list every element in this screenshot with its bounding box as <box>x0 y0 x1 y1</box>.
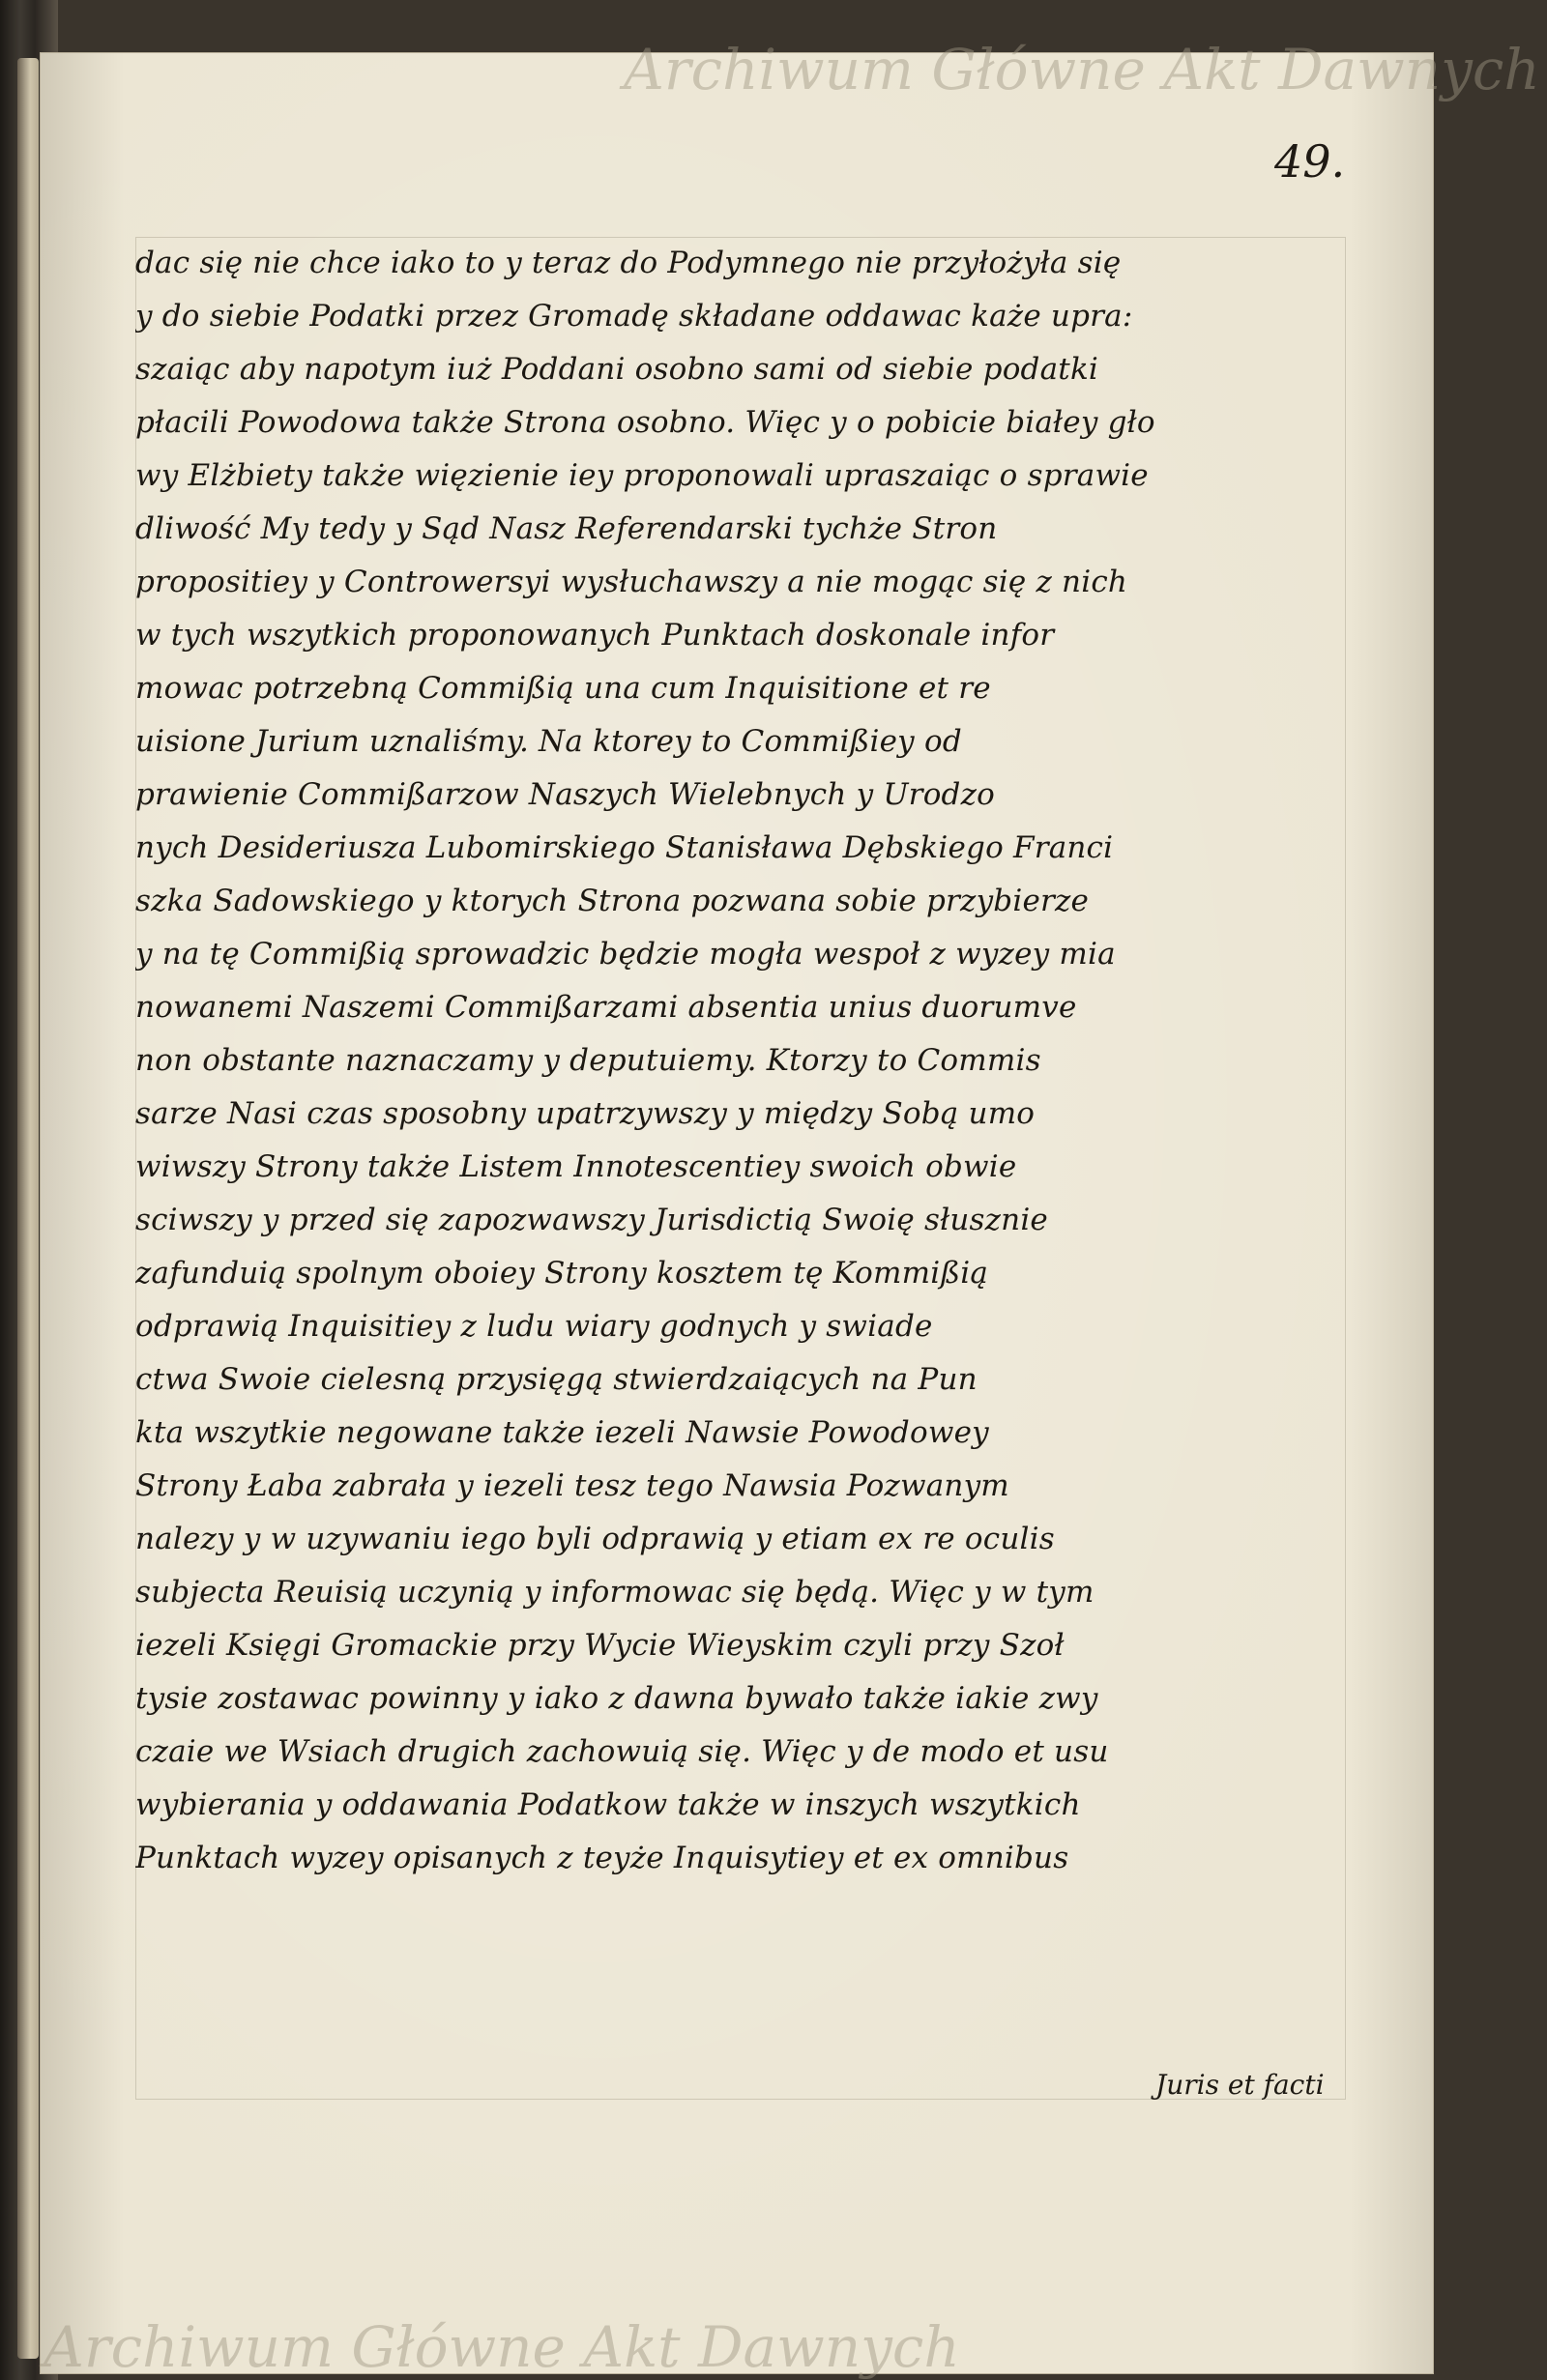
manuscript-line: propositiey y Controwersyi wysłuchawszy a nie mogąc się z nich <box>135 565 1128 599</box>
manuscript-line: iezeli Księgi Gromackie przy Wycie Wieyskim czyli przy Szoł <box>135 1628 1065 1663</box>
archive-watermark-top: Archiwum Główne Akt Dawnych <box>624 37 1540 102</box>
folio-number: 49. <box>1274 135 1346 188</box>
manuscript-line: nych Desideriusza Lubomirskiego Stanisława Dębskiego Franci <box>135 830 1114 865</box>
manuscript-line: ctwa Swoie cielesną przysięgą stwierdzaiących na Pun <box>135 1362 978 1397</box>
manuscript-line: czaie we Wsiach drugich zachowuią się. Więc y de modo et usu <box>135 1734 1109 1769</box>
manuscript-line: dac się nie chce iako to y teraz do Podymnego nie przyłożyła się <box>135 246 1122 280</box>
manuscript-line: nalezy y w uzywaniu iego byli odprawią y etiam ex re oculis <box>135 1522 1055 1556</box>
previous-page-edge <box>17 58 39 2359</box>
archive-watermark-bottom: Archiwum Główne Akt Dawnych <box>44 2314 960 2380</box>
manuscript-line: wiwszy Strony także Listem Innotescentiey swoich obwie <box>135 1149 1017 1184</box>
manuscript-line: prawienie Commißarzow Naszych Wielebnych y Urodzo <box>135 777 996 812</box>
manuscript-line: dliwość My tedy y Sąd Nasz Referendarski tychże Stron <box>135 511 998 546</box>
manuscript-line: szaiąc aby napotym iuż Poddani osobno sami od siebie podatki <box>135 352 1099 387</box>
manuscript-line: płacili Powodowa także Strona osobno. Więc y o pobicie białey gło <box>135 405 1155 440</box>
manuscript-line: wybierania y oddawania Podatkow także w inszych wszytkich <box>135 1787 1081 1822</box>
manuscript-line: non obstante naznaczamy y deputuiemy. Ktorzy to Commis <box>135 1043 1041 1078</box>
manuscript-line: mowac potrzebną Commißią una cum Inquisitione et re <box>135 671 991 706</box>
manuscript-line: y do siebie Podatki przez Gromadę składane oddawac każe upra: <box>135 299 1133 334</box>
manuscript-line: tysie zostawac powinny y iako z dawna bywało także iakie zwy <box>135 1681 1098 1716</box>
manuscript-line: wy Elżbiety także więzienie iey proponowali upraszaiąc o sprawie <box>135 458 1149 493</box>
manuscript-line: Strony Łaba zabrała y iezeli tesz tego Nawsia Pozwanym <box>135 1468 1009 1503</box>
manuscript-line: nowanemi Naszemi Commißarzami absentia unius duorumve <box>135 990 1077 1025</box>
manuscript-line: szka Sadowskiego y ktorych Strona pozwana sobie przybierze <box>135 884 1090 918</box>
manuscript-line: subjecta Reuisią uczynią y informowac się będą. Więc y w tym <box>135 1575 1095 1610</box>
manuscript-line: y na tę Commißią sprowadzic będzie mogła wespoł z wyzey mia <box>135 937 1116 972</box>
manuscript-line: odprawią Inquisitiey z ludu wiary godnych y swiade <box>135 1309 933 1344</box>
manuscript-line: zafunduią spolnym oboiey Strony kosztem tę Kommißią <box>135 1256 989 1291</box>
manuscript-line: sarze Nasi czas sposobny upatrzywszy y między Sobą umo <box>135 1096 1036 1131</box>
manuscript-line: uisione Jurium uznaliśmy. Na ktorey to Commißiey od <box>135 724 962 759</box>
catchword: Juris et facti <box>1155 2069 1325 2101</box>
manuscript-line: kta wszytkie negowane także iezeli Nawsie Powodowey <box>135 1415 989 1450</box>
manuscript-line: Punktach wyzey opisanych z teyże Inquisytiey et ex omnibus <box>135 1841 1069 1875</box>
manuscript-line: sciwszy y przed się zapozwawszy Jurisdictią Swoię słusznie <box>135 1203 1048 1237</box>
manuscript-line: w tych wszytkich proponowanych Punktach doskonale infor <box>135 618 1055 653</box>
